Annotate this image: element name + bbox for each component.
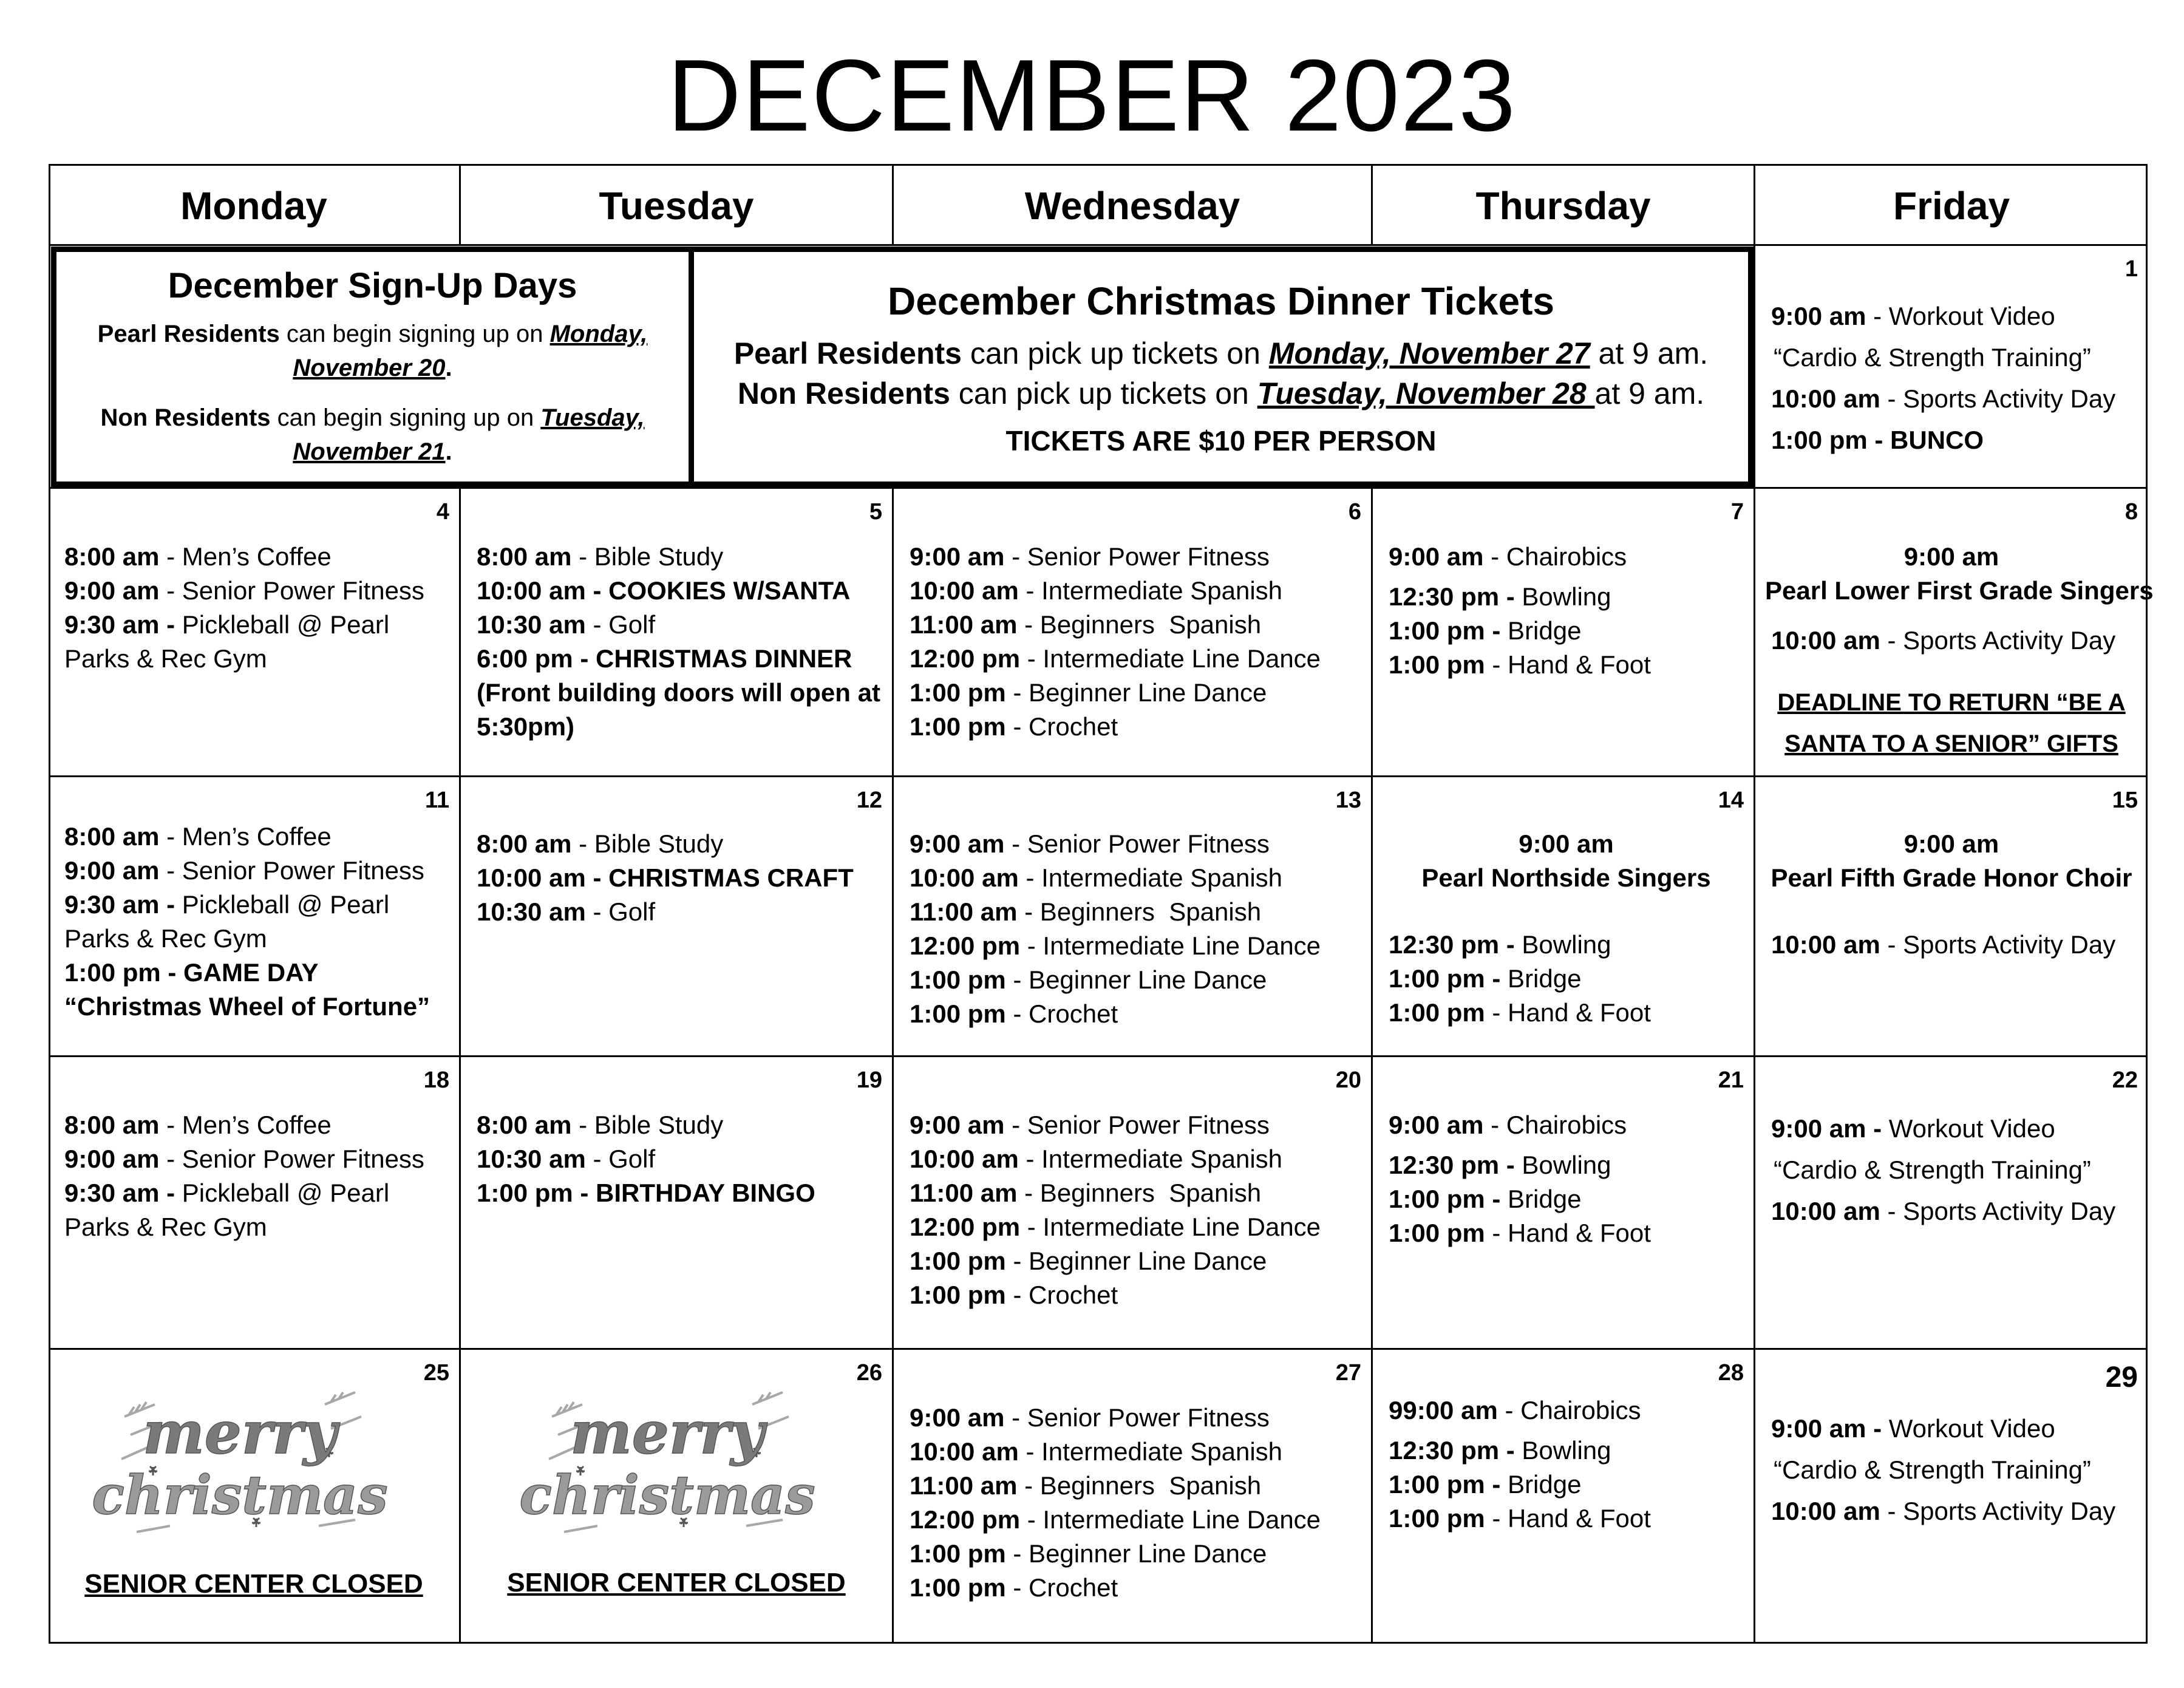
day-number: 21 [1718, 1067, 1744, 1093]
event-line: “Christmas Wheel of Fortune” [64, 992, 430, 1021]
event-line: 9:00 am - Senior Power Fitness [910, 1111, 1270, 1139]
event-line: Pearl Fifth Grade Honor Choir [1771, 863, 2132, 892]
day-number: 12 [856, 788, 882, 813]
event-line: 9:30 am - Pickleball @ Pearl [64, 890, 390, 919]
day-number: 15 [2112, 788, 2138, 813]
event-line: 9:00 am - Workout Video [1771, 1114, 2055, 1143]
event-line: 1:00 pm - Beginner Line Dance [910, 1247, 1267, 1275]
day-number: 5 [869, 499, 882, 525]
day-cell-15 [1755, 777, 2148, 1055]
day-cell-13 [894, 777, 1371, 1055]
event-line: 1:00 pm - Bridge [1389, 1185, 1582, 1213]
merry-christmas-logo [519, 1380, 815, 1550]
event-line: 8:00 am - Men’s Coffee [64, 822, 332, 851]
event-line: 1:00 pm - Bridge [1389, 964, 1582, 993]
event-line: 10:00 am - Sports Activity Day [1771, 1497, 2116, 1525]
event-line: 12:00 pm - Intermediate Line Dance [910, 1505, 1321, 1534]
day-cell-8 [1755, 489, 2154, 775]
event-line: 8:00 am - Bible Study [477, 829, 724, 858]
event-line: 8:00 am - Men’s Coffee [64, 1111, 332, 1139]
day-cell-27 [894, 1350, 1371, 1644]
day-number: 27 [1335, 1360, 1361, 1386]
day-cell-19 [461, 1057, 892, 1348]
day-number: 6 [1348, 499, 1361, 525]
day-number: 13 [1335, 788, 1361, 813]
event-line: 10:00 am - Sports Activity Day [1771, 384, 2116, 413]
day-cell-7 [1373, 489, 1754, 775]
merry-christmas-logo [92, 1380, 388, 1550]
event-line: “Cardio & Strength Training” [1774, 343, 2091, 372]
dinner-nonresidents: Non Residents can pick up tickets on Tuesday, November 28 at 9 am. [737, 376, 1705, 410]
event-line: 1:00 pm - Beginner Line Dance [910, 965, 1267, 994]
event-line: 1:00 pm - Crochet [910, 999, 1118, 1028]
day-cell-29 [1755, 1350, 2148, 1644]
event-line: 1:00 pm - Hand & Foot [1389, 1504, 1651, 1533]
event-line: 11:00 am - Beginners Spanish [910, 897, 1262, 926]
signup-title: December Sign-Up Days [168, 266, 577, 305]
event-line: 10:30 am - Golf [477, 1145, 656, 1173]
event-line: 6:00 pm - CHRISTMAS DINNER [477, 644, 852, 673]
logo-text-christmas: christmas [92, 1463, 388, 1526]
day-cell-4 [49, 489, 459, 775]
event-line: 9:00 am - Senior Power Fitness [910, 1403, 1270, 1432]
day-number: 28 [1718, 1360, 1744, 1386]
event-line: 12:30 pm - Bowling [1389, 582, 1611, 611]
signup-nonresidents: Non Residents can begin signing up on Tuesday, November 21. [100, 404, 645, 465]
day-cell-18 [49, 1057, 459, 1348]
event-line: (Front building doors will open at [477, 678, 880, 707]
day-cell-11 [49, 777, 459, 1055]
event-line: 1:00 pm - Bridge [1389, 1470, 1582, 1499]
day-number: 18 [423, 1067, 449, 1093]
day-number: 1 [2124, 256, 2138, 282]
event-line: 12:00 pm - Intermediate Line Dance [910, 931, 1321, 960]
day-number: 7 [1730, 499, 1744, 525]
event-line: 1:00 pm - Beginner Line Dance [910, 1539, 1267, 1568]
dinner-tickets-box [689, 247, 1754, 487]
event-line: 12:00 pm - Intermediate Line Dance [910, 644, 1321, 673]
event-line: 1:00 pm - GAME DAY [64, 958, 319, 987]
day-cell-28 [1373, 1350, 1754, 1644]
event-line: Parks & Rec Gym [64, 1213, 267, 1241]
event-line: Parks & Rec Gym [64, 924, 267, 953]
event-line: 9:00 am - Senior Power Fitness [64, 856, 424, 885]
event-line: 9:00 am - Senior Power Fitness [64, 1145, 424, 1173]
logo-text-christmas: christmas [519, 1463, 815, 1526]
event-line: 8:00 am - Men’s Coffee [64, 542, 332, 571]
day-cell-21 [1373, 1057, 1754, 1348]
event-line: 11:00 am - Beginners Spanish [910, 1179, 1262, 1207]
event-line: 1:00 pm - Hand & Foot [1389, 650, 1651, 679]
event-line: 10:00 am - Sports Activity Day [1771, 626, 2116, 655]
signup-residents: Pearl Residents can begin signing up on Monday, November 20. [97, 321, 648, 381]
day-number: 19 [856, 1067, 882, 1093]
event-line: 10:00 am - COOKIES W/SANTA [477, 576, 851, 605]
event-line: 8:00 am - Bible Study [477, 1111, 724, 1139]
day-number: 25 [423, 1360, 449, 1386]
event-line: 9:00 am - Workout Video [1771, 302, 2055, 330]
event-line: 12:30 pm - Bowling [1389, 930, 1611, 959]
event-line: 5:30pm) [477, 712, 575, 741]
day-number: 11 [424, 788, 449, 813]
event-line: 1:00 pm - Crochet [910, 1573, 1118, 1602]
event-line: 12:30 pm - Bowling [1389, 1436, 1611, 1465]
day-cell-12 [461, 777, 892, 1055]
event-line: 1:00 pm - Crochet [910, 712, 1118, 741]
event-line: “Cardio & Strength Training” [1774, 1455, 2091, 1484]
signup-box [51, 247, 694, 487]
event-line: 12:00 pm - Intermediate Line Dance [910, 1213, 1321, 1241]
event-line: 9:00 am - Senior Power Fitness [64, 576, 424, 605]
event-line: 1:00 pm - Crochet [910, 1281, 1118, 1309]
event-line: 1:00 pm - Hand & Foot [1389, 1219, 1651, 1247]
event-line: Pearl Northside Singers [1421, 863, 1711, 892]
day-number: 14 [1718, 788, 1744, 813]
event-line: 99:00 am - Chairobics [1389, 1396, 1641, 1424]
event-line: 9:00 am - Chairobics [1389, 1111, 1627, 1139]
event-line: 8:00 am - Bible Study [477, 542, 724, 571]
event-line: 11:00 am - Beginners Spanish [910, 1471, 1262, 1500]
header-monday: Monday [180, 184, 327, 228]
day-number: 26 [856, 1360, 882, 1386]
event-line: 10:30 am - Golf [477, 610, 656, 639]
day-cell-26 [461, 1350, 892, 1644]
logo-text-merry: merry [570, 1398, 764, 1467]
event-line: 10:00 am - Intermediate Spanish [910, 1437, 1283, 1466]
event-line: 1:00 pm - BIRTHDAY BINGO [477, 1179, 815, 1207]
dinner-title: December Christmas Dinner Tickets [888, 279, 1554, 323]
day-number: 22 [2112, 1067, 2138, 1093]
day-cell-25 [49, 1350, 459, 1644]
day-number: 4 [436, 499, 449, 525]
event-line: 9:00 am - Senior Power Fitness [910, 542, 1270, 571]
event-line: 9:00 am [1519, 829, 1614, 858]
event-line: 1:00 pm - BUNCO [1771, 426, 1984, 454]
deadline-note: SANTA TO A SENIOR” GIFTS [1784, 730, 2118, 757]
day-cell-5 [461, 489, 892, 775]
event-line: 10:00 am - CHRISTMAS CRAFT [477, 863, 854, 892]
event-line: Pearl Lower First Grade Singers [1765, 576, 2154, 605]
event-line: 9:00 am [1903, 829, 1999, 858]
header-wednesday: Wednesday [1024, 184, 1240, 228]
closed-notice: SENIOR CENTER CLOSED [507, 1568, 846, 1598]
day-cell-22 [1755, 1057, 2148, 1348]
event-line: 9:30 am - Pickleball @ Pearl [64, 1179, 390, 1207]
day-number: 29 [2105, 1361, 2138, 1394]
day-cell-14 [1373, 777, 1754, 1055]
day-cell-20 [894, 1057, 1371, 1348]
deadline-note: DEADLINE TO RETURN “BE A [1777, 689, 2126, 716]
event-line: 11:00 am - Beginners Spanish [910, 610, 1262, 639]
event-line: 10:30 am - Golf [477, 897, 656, 926]
event-line: 10:00 am - Intermediate Spanish [910, 576, 1283, 605]
day-cell-6 [894, 489, 1371, 775]
logo-text-merry: merry [143, 1398, 337, 1467]
event-line: 1:00 pm - Hand & Foot [1389, 998, 1651, 1027]
event-line: 1:00 pm - Beginner Line Dance [910, 678, 1267, 707]
event-line: 9:00 am [1903, 542, 1999, 571]
closed-notice: SENIOR CENTER CLOSED [84, 1569, 423, 1599]
event-line: “Cardio & Strength Training” [1774, 1155, 2091, 1184]
event-line: 9:00 am - Chairobics [1389, 542, 1627, 571]
header-friday: Friday [1893, 184, 2010, 228]
page-title: DECEMBER 2023 [667, 38, 1517, 152]
event-line: 12:30 pm - Bowling [1389, 1151, 1611, 1179]
event-line: 9:30 am - Pickleball @ Pearl [64, 610, 390, 639]
event-line: 9:00 am - Workout Video [1771, 1414, 2055, 1443]
day-number: 20 [1335, 1067, 1361, 1093]
dinner-price: TICKETS ARE $10 PER PERSON [1005, 425, 1437, 457]
event-line: 9:00 am - Senior Power Fitness [910, 829, 1270, 858]
event-line: 10:00 am - Sports Activity Day [1771, 1197, 2116, 1225]
event-line: 10:00 am - Sports Activity Day [1771, 930, 2116, 959]
day-cell-1 [1755, 246, 2148, 487]
event-line: 10:00 am - Intermediate Spanish [910, 1145, 1283, 1173]
event-line: 10:00 am - Intermediate Spanish [910, 863, 1283, 892]
day-number: 8 [2124, 499, 2138, 525]
dinner-residents: Pearl Residents can pick up tickets on Monday, November 27 at 9 am. [733, 336, 1709, 370]
header-thursday: Thursday [1475, 184, 1651, 228]
event-line: Parks & Rec Gym [64, 644, 267, 673]
header-tuesday: Tuesday [599, 184, 754, 228]
event-line: 1:00 pm - Bridge [1389, 616, 1582, 645]
